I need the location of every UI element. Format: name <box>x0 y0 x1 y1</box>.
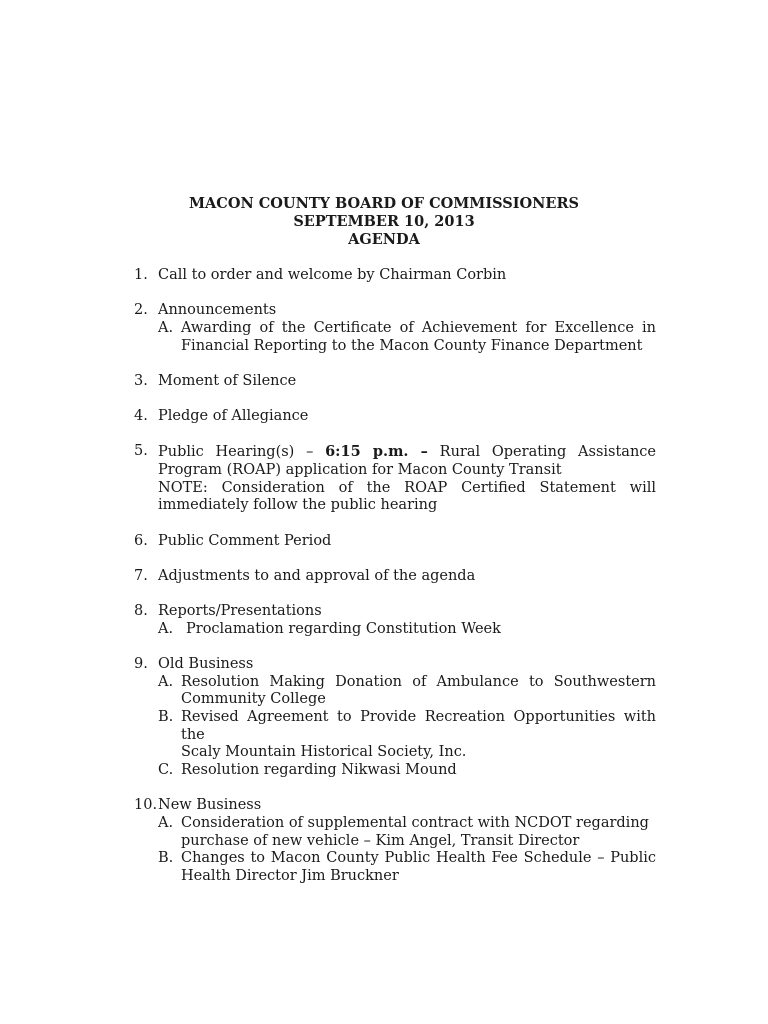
sub-item-label: A. <box>158 319 174 336</box>
sub-item-text: Awarding of the Certificate of Achievement for Excellence in <box>181 319 656 336</box>
hearing-time: 6:15 p.m. – <box>325 443 428 461</box>
item-text: Public Comment Period <box>158 532 332 549</box>
item-text: Call to order and welcome by Chairman Corbin <box>158 267 507 283</box>
item-number: 8. <box>134 602 148 619</box>
item-number: 6. <box>134 532 148 549</box>
sub-item-label: B. <box>158 708 174 725</box>
sub-item-text: Consideration of supplemental contract with NCDOT regarding <box>181 814 649 831</box>
item-text: New Business <box>158 797 262 814</box>
agenda-item-10 <box>134 797 656 886</box>
sub-item-label: A. <box>158 814 174 831</box>
agenda-heading: AGENDA <box>348 231 420 248</box>
sub-item-text: Resolution Making Donation of Ambulance to Southwestern <box>181 673 656 690</box>
item-text: Moment of Silence <box>158 372 297 389</box>
agenda-item-3 <box>134 373 656 391</box>
item-number: 7. <box>134 567 148 584</box>
public-hearing-label: Public Hearing(s) – <box>158 444 314 461</box>
sub-item-label: A. <box>158 620 174 637</box>
agenda-item-2 <box>134 302 656 355</box>
hearing-topic: Rural Operating Assistance <box>439 444 656 461</box>
sub-item-text: Financial Reporting to the Macon County Finance Department <box>181 337 643 354</box>
agenda-item-9 <box>134 656 656 780</box>
item-text: Old Business <box>158 655 254 672</box>
item-text: Reports/Presentations <box>158 602 322 619</box>
item-number: 5. <box>134 443 148 460</box>
sub-item-text: purchase of new vehicle – Kim Angel, Transit Director <box>181 832 580 849</box>
item-text: Adjustments to and approval of the agenda <box>158 567 476 584</box>
item-number: 4. <box>134 408 148 425</box>
item-text: Announcements <box>158 302 277 319</box>
sub-item-8a <box>158 621 656 639</box>
document-header <box>0 195 768 249</box>
note-label: NOTE: <box>158 479 208 496</box>
sub-item-label: B. <box>158 850 174 867</box>
note-text: Consideration of the ROAP Certified Statement will <box>221 479 657 496</box>
item-text: Pledge of Allegiance <box>158 408 309 425</box>
sub-item-text: Proclamation regarding Constitution Week <box>186 620 501 637</box>
agenda-item-1 <box>134 267 656 285</box>
sub-item-label: C. <box>158 762 174 779</box>
agenda-item-4 <box>134 408 656 426</box>
sub-item-text: Revised Agreement to Provide Recreation Opportunities with the <box>181 708 656 743</box>
agenda-item-5 <box>134 443 656 515</box>
sub-item-10a <box>158 815 656 850</box>
sub-item-text: Changes to Macon County Public Health Fee Schedule – Public <box>181 850 656 867</box>
item-text-line: Program (ROAP) application for Macon County Transit <box>158 461 562 478</box>
sub-item-text: Health Director Jim Bruckner <box>181 868 399 885</box>
sub-item-label: A. <box>158 673 174 690</box>
note-line <box>158 480 656 498</box>
sub-item-text: Resolution regarding Nikwasi Mound <box>181 762 457 779</box>
agenda-item-6 <box>134 533 656 551</box>
sub-item-9a <box>158 674 656 709</box>
sub-item-10b <box>158 850 656 885</box>
board-title: MACON COUNTY BOARD OF COMMISSIONERS <box>188 195 579 212</box>
meeting-date: SEPTEMBER 10, 2013 <box>293 213 475 230</box>
sub-item-2a <box>158 320 656 355</box>
note-line: immediately follow the public hearing <box>158 497 438 514</box>
item-text-line <box>158 443 656 462</box>
item-number: 3. <box>134 372 148 389</box>
agenda-item-7 <box>134 568 656 586</box>
sub-item-text: Scaly Mountain Historical Society, Inc. <box>181 744 467 761</box>
sub-item-9c <box>158 762 656 780</box>
sub-item-text: Community College <box>181 691 326 708</box>
item-number: 10. <box>134 797 158 814</box>
agenda-list <box>134 267 656 903</box>
agenda-item-8 <box>134 603 656 638</box>
item-number: 9. <box>134 655 148 672</box>
item-number: 1. <box>134 267 148 283</box>
item-number: 2. <box>134 302 148 319</box>
sub-item-9b <box>158 709 656 762</box>
